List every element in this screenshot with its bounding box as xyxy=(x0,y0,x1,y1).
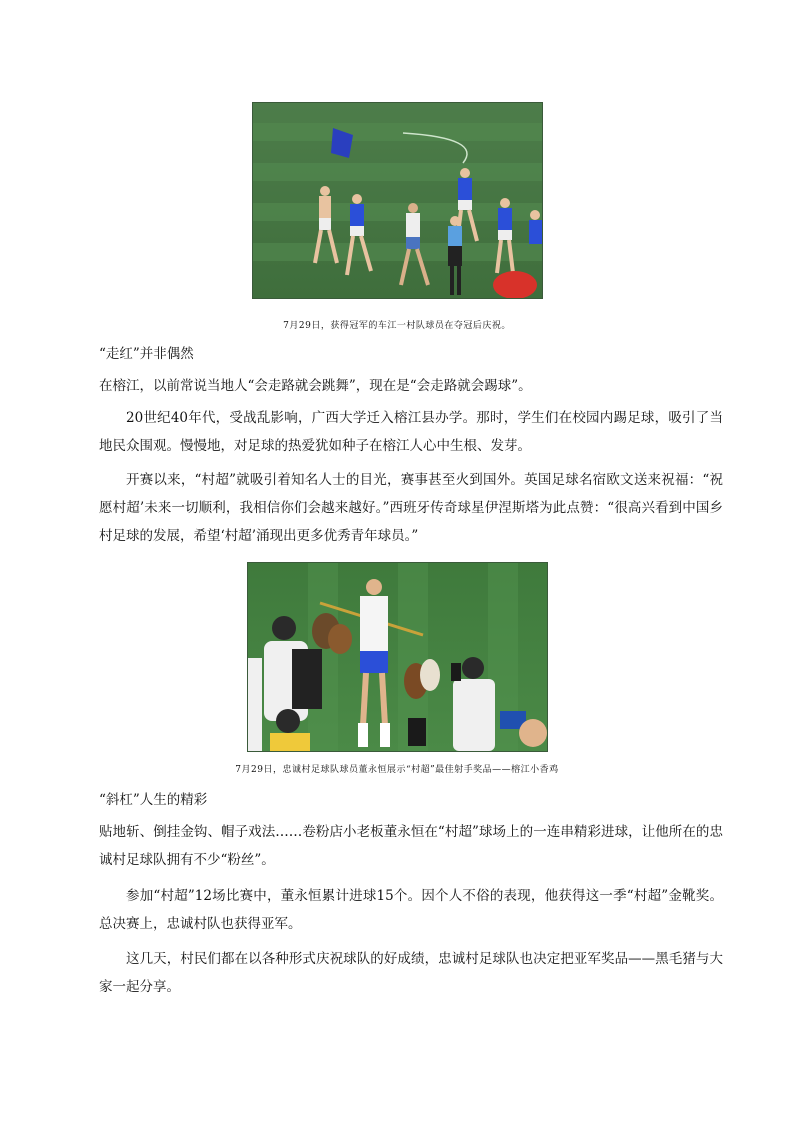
figure-caption: 7月29日，获得冠军的车江一村队球员在夺冠后庆祝。 xyxy=(283,321,511,331)
paragraph: 贴地斩、倒挂金钩、帽子戏法……卷粉店小老板董永恒在“村超”球场上的一连串精彩进球，让他所在的忠诚村足球队拥有不少“粉丝”。 xyxy=(99,824,723,868)
paragraph: 参加“村超”12场比赛中，董永恒累计进球15个。因个人不俗的表现，他获得这一季“村超”金靴奖。总决赛上，忠诚村队也获得亚军。 xyxy=(99,888,723,932)
paragraph: 这几天，村民们都在以各种形式庆祝球队的好成绩，忠诚村足球队也决定把亚军奖品——黑毛猪与大家一起分享。 xyxy=(99,951,723,995)
section-heading: “斜杠”人生的精彩 xyxy=(99,792,208,808)
figure-caption: 7月29日，忠诚村足球队球员董永恒展示“村超”最佳射手奖品——榕江小香鸡 xyxy=(235,765,559,775)
player-with-chickens-photo-icon xyxy=(248,563,547,751)
paragraph: 开赛以来，“村超”就吸引着知名人士的目光，赛事甚至火到国外。英国足球名宿欧文送来祝福：“祝愿村超’未来一切顺利，我相信你们会越来越好。”西班牙传奇球星伊涅斯塔为此点赞：“很高兴看到中国乡村足球的发展，希望‘村超’涌现出更多优秀青年球员。” xyxy=(99,472,723,544)
section-heading: “走红”并非偶然 xyxy=(99,346,194,362)
football-celebration-photo-icon xyxy=(253,103,542,298)
paragraph: 在榕江，以前常说当地人“会走路就会跳舞”，现在是“会走路就会踢球”。 xyxy=(99,378,532,394)
player-photo xyxy=(247,562,548,752)
paragraph: 20世纪40年代，受战乱影响，广西大学迁入榕江县办学。那时，学生们在校园内踢足球，吸引了当地民众围观。慢慢地，对足球的热爱犹如种子在榕江人心中生根、发芽。 xyxy=(99,410,723,454)
celebration-photo xyxy=(252,102,543,299)
